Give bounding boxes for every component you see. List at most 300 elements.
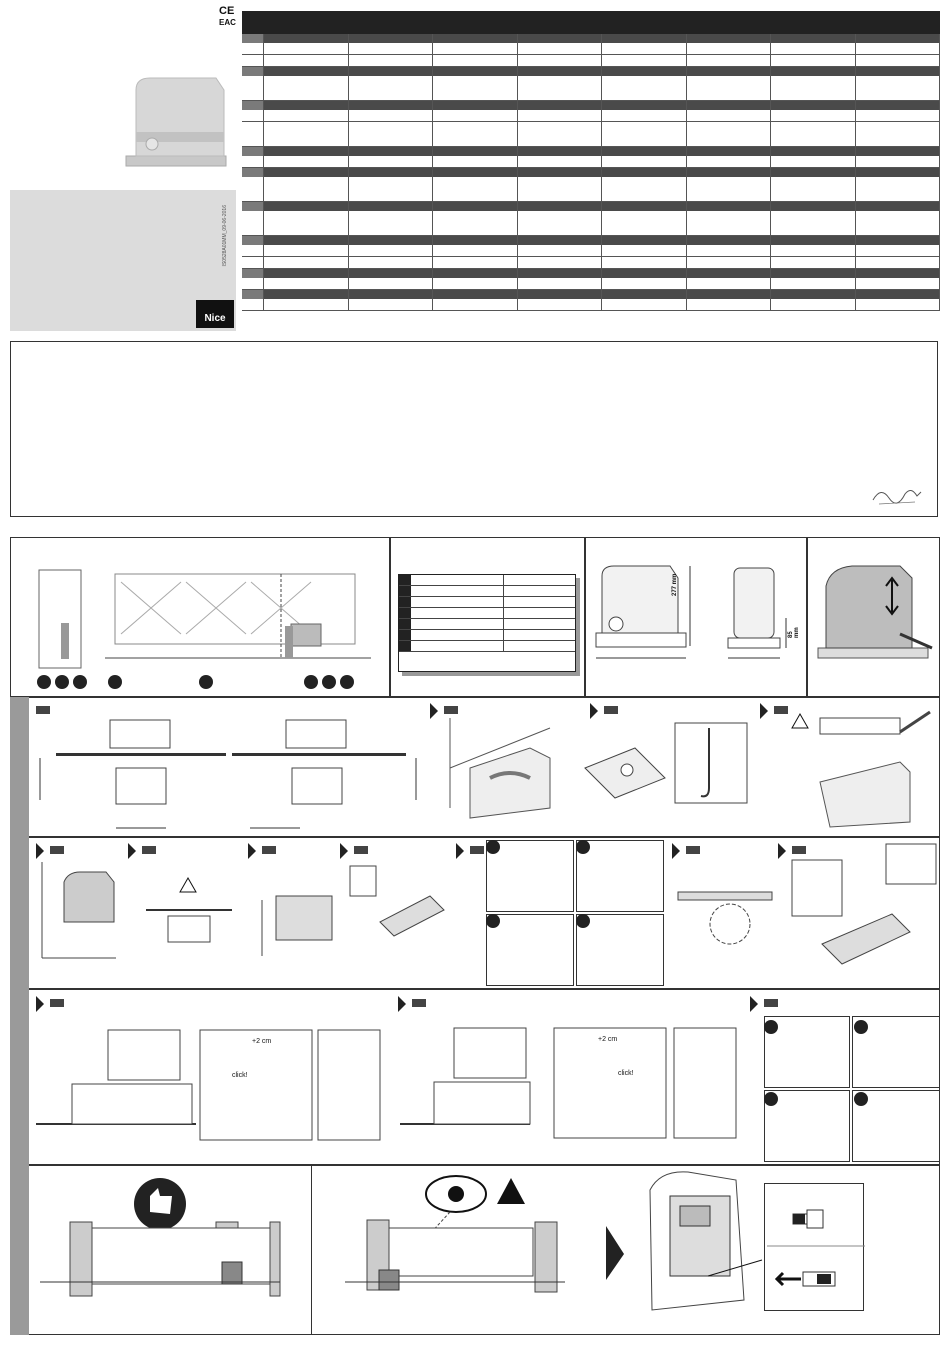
table-cell [349,76,434,100]
table-cell [433,168,518,177]
table-cell [687,34,772,43]
spec-key [399,608,411,618]
spec-row [399,586,575,597]
table-cell [602,290,687,299]
table-cell [242,236,264,245]
table-cell [771,177,856,201]
spec-label [411,630,504,640]
table-cell [242,202,264,211]
eac-icon: EAC [219,18,236,27]
offset-label: +2 cm [252,1038,272,1045]
table-cell [856,76,941,100]
table-cell [349,34,434,43]
table-cell [856,236,941,245]
table-cell [856,257,941,268]
release-step [486,914,574,986]
table-cell [433,55,518,66]
component-marker [37,675,51,689]
step-tag [774,706,788,714]
table-cell [518,122,603,146]
table-cell [687,110,772,121]
rack-pinion-drawing [676,878,776,958]
table-cell [771,122,856,146]
step-number-marker [486,840,500,854]
table-cell [264,177,349,201]
figure-dimensions [585,537,807,697]
step-tag [50,999,64,1007]
concrete-pour-drawing [790,712,940,832]
table-cell [433,202,518,211]
step-number-marker [486,914,500,928]
table-cell [242,43,264,54]
table-cell [771,34,856,43]
table-cell [349,67,434,76]
spec-row [399,575,575,586]
table-cell [349,110,434,121]
step-arrow [672,843,680,859]
step-number-marker [764,1092,778,1106]
step-number-marker [576,840,590,854]
table-cell [433,269,518,278]
click-label: click! [232,1072,248,1079]
table-cell [687,245,772,256]
table-cell [856,177,941,201]
table-cell [264,110,349,121]
step-tag [686,846,700,854]
table-cell [242,34,264,43]
table-row [242,257,940,269]
language-table [242,11,940,311]
closing-limit-drawing [400,1026,740,1136]
table-cell [771,110,856,121]
foundation-measurement-drawing [36,718,416,828]
section-sidebar [10,697,29,837]
step-number-marker [854,1020,868,1034]
table-band [242,202,940,211]
table-cell [349,43,434,54]
figure-overview [10,537,390,697]
table-cell [433,236,518,245]
table-cell [856,55,941,66]
spec-row [399,619,575,630]
table-cell [602,168,687,177]
table-cell [433,34,518,43]
table-cell [687,101,772,110]
table-cell [433,76,518,100]
component-marker [199,675,213,689]
table-cell [856,34,941,43]
table-cell [433,278,518,289]
arrow-right-icon [606,1226,636,1280]
table-cell [856,101,941,110]
table-cell [518,177,603,201]
table-cell [687,55,772,66]
table-cell [264,156,349,167]
table-band [242,168,940,177]
table-cell [242,257,264,268]
table-cell [602,278,687,289]
table-cell [771,245,856,256]
table-band [242,269,940,278]
spec-row [399,630,575,641]
release-step [576,840,664,912]
table-cell [242,76,264,100]
table-cell [518,147,603,156]
table-cell [771,43,856,54]
table-row [242,110,940,122]
table-cell [242,278,264,289]
table-row [242,122,940,147]
table-band [242,236,940,245]
component-marker [55,675,69,689]
table-cell [602,55,687,66]
excavation-drawing [430,718,560,828]
component-marker [73,675,87,689]
table-cell [771,236,856,245]
step-tag [412,999,426,1007]
table-cell [349,211,434,235]
table-cell [602,269,687,278]
table-cell [602,177,687,201]
control-unit-drawing [640,1170,750,1320]
base-plate-drawing [585,718,745,828]
table-cell [602,147,687,156]
table-cell [687,257,772,268]
table-cell [771,168,856,177]
table-cell [687,211,772,235]
table-cell [518,269,603,278]
table-cell [264,269,349,278]
table-cell [433,110,518,121]
spec-label [411,575,504,585]
table-cell [264,43,349,54]
table-cell [349,168,434,177]
document-code: IS0528A01MM_09-06-2016 [222,205,228,267]
table-cell [433,147,518,156]
table-cell [518,278,603,289]
table-cell [518,67,603,76]
step-arrow [36,843,44,859]
table-band [242,34,940,43]
table-cell [856,147,941,156]
table-cell [856,299,941,310]
table-cell [264,147,349,156]
table-cell [242,245,264,256]
rear-dimension: 85 mm [788,627,800,638]
table-cell [242,55,264,66]
table-cell [349,269,434,278]
signature [871,482,923,508]
spec-row [399,597,575,608]
table-cell [242,211,264,235]
step-number-marker [576,914,590,928]
table-body [242,34,940,311]
ce-mark [219,6,236,28]
step-tag [604,706,618,714]
spec-table [398,574,576,672]
table-cell [264,299,349,310]
table-cell [264,211,349,235]
release-step [486,840,574,912]
table-cell [518,156,603,167]
offset-label: +2 cm [598,1036,618,1043]
table-cell [602,67,687,76]
spec-key [399,641,411,651]
component-marker [340,675,354,689]
motor-thumbnail [120,70,236,170]
table-cell [602,110,687,121]
step-arrow [248,843,256,859]
table-cell [264,76,349,100]
table-row [242,76,940,101]
table-cell [518,290,603,299]
table-cell [687,290,772,299]
rack-distance-drawing [252,886,342,966]
table-cell [687,299,772,310]
table-cell [771,278,856,289]
table-cell [771,147,856,156]
table-cell [771,299,856,310]
step-arrow [430,703,438,719]
table-cell [264,202,349,211]
step-number-marker [764,1020,778,1034]
table-cell [518,34,603,43]
table-cell [856,245,941,256]
opening-limit-drawing [36,1028,396,1138]
spec-key [399,586,411,596]
table-row [242,299,940,311]
spec-label [411,619,504,629]
table-cell [433,245,518,256]
table-cell [264,278,349,289]
table-cell [433,67,518,76]
step-number-marker [854,1092,868,1106]
table-cell [856,278,941,289]
warning-icon [497,1178,525,1204]
table-cell [264,34,349,43]
table-row [242,245,940,257]
selector-switch-detail [764,1183,864,1311]
table-cell [242,122,264,146]
gate-overview-drawing [11,538,391,698]
table-cell [242,177,264,201]
table-cell [242,269,264,278]
table-cell [349,236,434,245]
table-cell [518,202,603,211]
table-cell [433,122,518,146]
table-cell [771,257,856,268]
table-cell [771,101,856,110]
table-cell [264,67,349,76]
step-arrow [36,996,44,1012]
table-cell [687,76,772,100]
table-row [242,211,940,236]
table-cell [349,278,434,289]
step-arrow [398,996,406,1012]
table-cell [349,290,434,299]
table-cell [687,202,772,211]
component-markers-left [37,675,87,689]
table-cell [856,110,941,121]
table-cell [264,245,349,256]
table-cell [518,236,603,245]
motor-placement-drawing [36,862,126,962]
table-cell [242,101,264,110]
component-marker [322,675,336,689]
step-tag [354,846,368,854]
figure-cover-removal [807,537,940,697]
table-row [242,55,940,67]
table-row [242,177,940,202]
lock-sequence-grid [764,1016,940,1162]
table-cell [242,67,264,76]
motor-fixing-drawing [782,844,942,980]
table-row [242,156,940,168]
table-cell [602,257,687,268]
table-cell [518,168,603,177]
table-cell [242,156,264,167]
step-arrow [750,996,758,1012]
incorrect-position-drawing [345,1170,565,1310]
height-dimension: 277 mm [672,573,678,596]
table-cell [264,122,349,146]
step-arrow [128,843,136,859]
table-cell [602,101,687,110]
table-cell [856,43,941,54]
table-cell [433,156,518,167]
table-cell [856,168,941,177]
table-cell [856,290,941,299]
table-cell [242,168,264,177]
table-cell [242,290,264,299]
table-cell [264,168,349,177]
table-cell [349,147,434,156]
motor-dimensions-drawing [586,538,808,698]
table-cell [349,156,434,167]
table-cell [687,177,772,201]
spec-key [399,619,411,629]
table-cell [518,101,603,110]
spec-key [399,630,411,640]
table-cell [687,67,772,76]
table-cell [433,290,518,299]
table-cell [518,245,603,256]
table-band [242,101,940,110]
table-cell [856,211,941,235]
table-cell [771,202,856,211]
table-cell [602,236,687,245]
spec-label [411,597,504,607]
step-arrow [760,703,768,719]
table-cell [602,122,687,146]
step-tag [470,846,484,854]
step-tag [262,846,276,854]
table-cell [602,299,687,310]
table-cell [856,122,941,146]
spec-key [399,575,411,585]
table-cell [433,211,518,235]
table-cell [518,76,603,100]
spec-row [399,641,575,652]
spec-rows [399,575,575,652]
table-cell [602,34,687,43]
spec-key [399,597,411,607]
table-cell [518,257,603,268]
step-tag [444,706,458,714]
table-band [242,290,940,299]
spec-label [411,608,504,618]
table-cell [518,43,603,54]
click-label: click! [618,1070,634,1077]
section-sidebar [10,1165,29,1335]
table-cell [687,278,772,289]
table-cell [771,211,856,235]
table-cell [264,236,349,245]
table-cell [242,147,264,156]
table-cell [602,211,687,235]
release-sequence-grid [486,840,664,986]
table-cell [242,110,264,121]
step-tag [142,846,156,854]
table-cell [687,43,772,54]
release-step [576,914,664,986]
table-cell [602,43,687,54]
step-tag [50,846,64,854]
step-arrow [340,843,348,859]
table-cell [687,236,772,245]
table-cell [687,156,772,167]
table-cell [349,299,434,310]
section-sidebar [10,989,29,1165]
table-cell [687,168,772,177]
table-cell [602,245,687,256]
table-cell [349,101,434,110]
table-cell [264,290,349,299]
table-cell [687,269,772,278]
spec-row [399,608,575,619]
table-cell [771,76,856,100]
declaration-box [10,341,938,517]
table-cell [771,55,856,66]
section-sidebar [10,837,29,989]
table-cell [771,156,856,167]
table-cell [771,290,856,299]
step-tag [764,999,778,1007]
table-cell [433,43,518,54]
table-cell [242,299,264,310]
section-divider [311,1165,312,1335]
ce-icon: CE [219,5,235,17]
table-cell [687,147,772,156]
table-cell [264,257,349,268]
brand-logo: Nice [196,300,234,328]
table-cell [518,55,603,66]
table-band [242,67,940,76]
table-cell [687,122,772,146]
table-cell [518,299,603,310]
table-cell [602,202,687,211]
table-cell [518,110,603,121]
anchoring-drawing [340,862,450,962]
table-cell [264,55,349,66]
step-tag [36,706,50,714]
table-cell [856,202,941,211]
table-cell [349,55,434,66]
table-cell [349,177,434,201]
table-cell [433,177,518,201]
table-cell [433,101,518,110]
table-row [242,278,940,290]
